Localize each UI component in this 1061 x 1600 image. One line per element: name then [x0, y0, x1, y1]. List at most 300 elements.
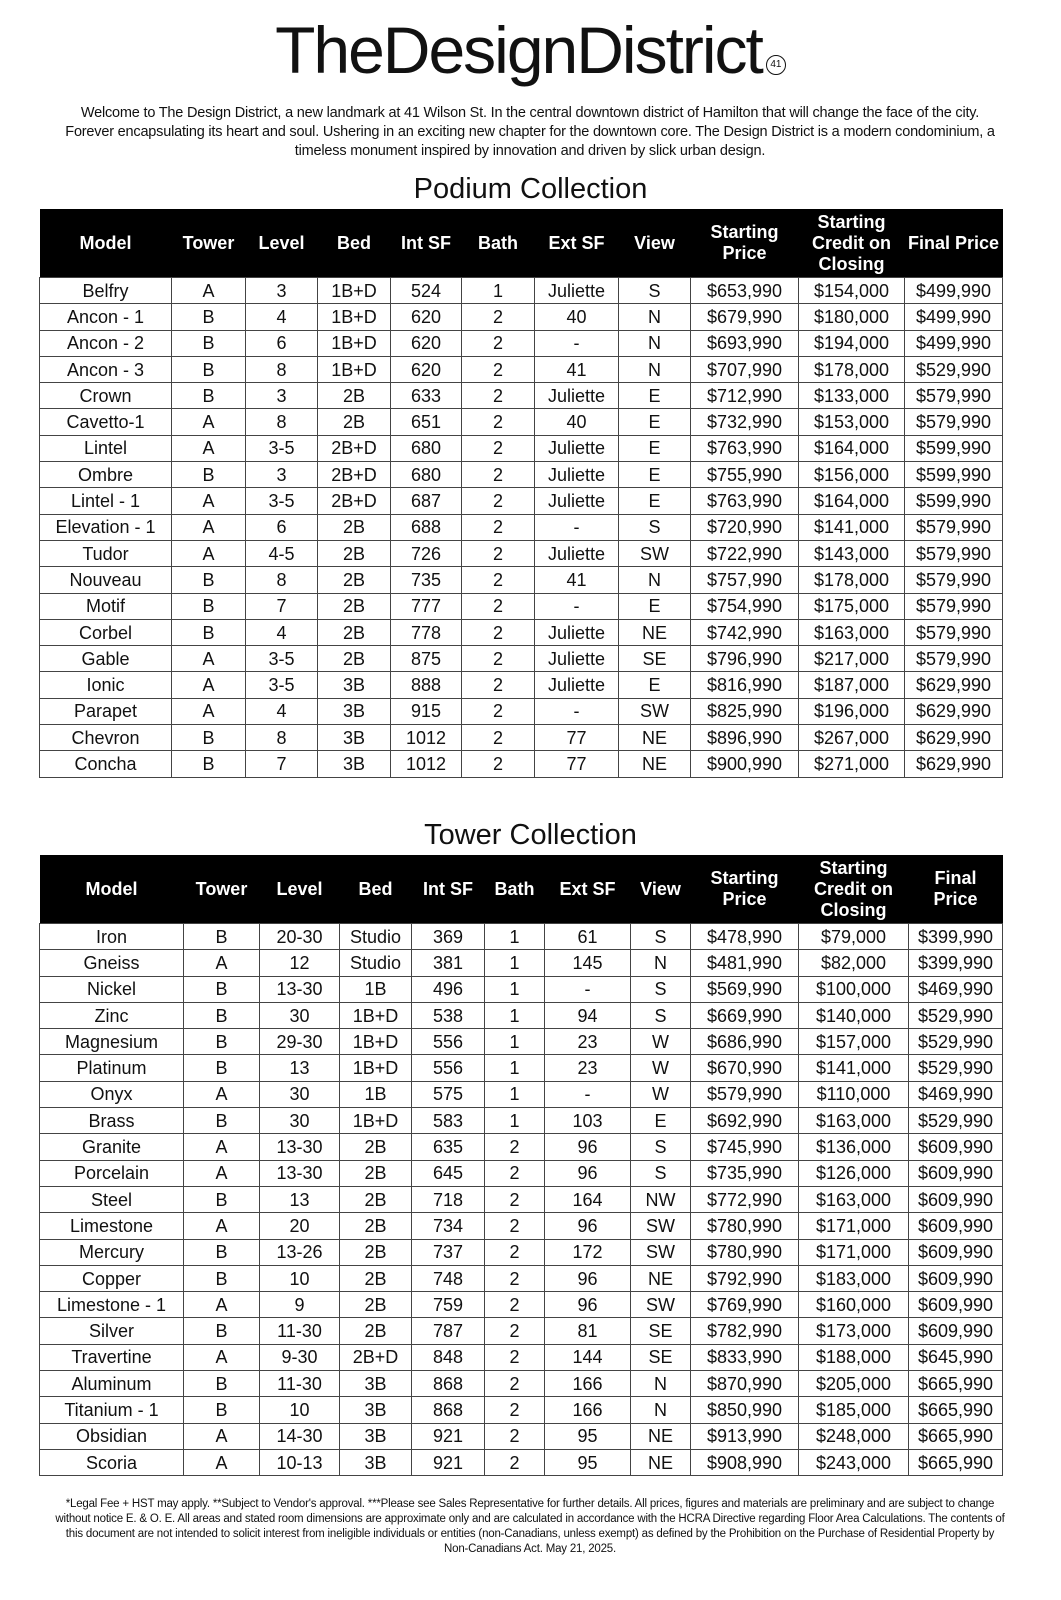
- table-cell: 734: [412, 1213, 485, 1239]
- table-cell: Travertine: [40, 1344, 184, 1370]
- table-cell: 7: [246, 751, 318, 777]
- table-cell: $692,990: [691, 1108, 799, 1134]
- table-cell: $579,990: [905, 619, 1003, 645]
- table-cell: Corbel: [40, 619, 172, 645]
- table-cell: $529,990: [909, 1108, 1003, 1134]
- table-cell: Onyx: [40, 1081, 184, 1107]
- table-cell: 6: [246, 514, 318, 540]
- table-cell: 2: [462, 619, 535, 645]
- table-cell: B: [184, 1371, 260, 1397]
- table-cell: B: [172, 567, 246, 593]
- table-cell: 778: [391, 619, 462, 645]
- table-cell: 2B: [318, 383, 391, 409]
- table-cell: 96: [545, 1292, 631, 1318]
- table-cell: Juliette: [535, 278, 619, 304]
- table-cell: E: [619, 435, 691, 461]
- table-cell: 1B+D: [340, 1029, 412, 1055]
- table-cell: Cavetto-1: [40, 409, 172, 435]
- table-cell: 2: [485, 1397, 545, 1423]
- table-cell: -: [535, 698, 619, 724]
- table-cell: S: [631, 924, 691, 950]
- table-cell: $178,000: [799, 356, 905, 382]
- table-cell: $173,000: [799, 1318, 909, 1344]
- table-cell: 2: [485, 1186, 545, 1212]
- table-cell: 2: [462, 488, 535, 514]
- table-cell: Chevron: [40, 725, 172, 751]
- table-cell: 3-5: [246, 672, 318, 698]
- table-cell: NE: [619, 725, 691, 751]
- table-cell: Ancon - 2: [40, 330, 172, 356]
- tower-collection-title: Tower Collection: [424, 819, 637, 851]
- table-cell: 13: [260, 1186, 340, 1212]
- table-cell: 735: [391, 567, 462, 593]
- table-cell: $136,000: [799, 1134, 909, 1160]
- table-cell: 2B+D: [318, 435, 391, 461]
- table-cell: 524: [391, 278, 462, 304]
- table-cell: Lintel - 1: [40, 488, 172, 514]
- table-cell: $194,000: [799, 330, 905, 356]
- table-cell: $163,000: [799, 1108, 909, 1134]
- table-cell: Elevation - 1: [40, 514, 172, 540]
- table-cell: 8: [246, 567, 318, 593]
- table-cell: $100,000: [799, 976, 909, 1002]
- table-cell: B: [184, 1318, 260, 1344]
- table-cell: 3B: [318, 725, 391, 751]
- table-cell: 11-30: [260, 1318, 340, 1344]
- table-cell: $665,990: [909, 1371, 1003, 1397]
- table-cell: 556: [412, 1055, 485, 1081]
- table-row: [40, 409, 1003, 435]
- column-header: Starting Price: [691, 209, 799, 278]
- table-cell: 2: [462, 462, 535, 488]
- table-row: [40, 1134, 1003, 1160]
- table-cell: Ancon - 1: [40, 304, 172, 330]
- table-cell: $196,000: [799, 698, 905, 724]
- table-cell: Juliette: [535, 462, 619, 488]
- table-row: [40, 924, 1003, 950]
- table-cell: 2B: [340, 1160, 412, 1186]
- table-cell: 2B: [340, 1134, 412, 1160]
- table-row: [40, 725, 1003, 751]
- table-row: [40, 1397, 1003, 1423]
- table-row: [40, 383, 1003, 409]
- table-cell: N: [631, 950, 691, 976]
- table-cell: E: [631, 1108, 691, 1134]
- table-cell: 2: [462, 304, 535, 330]
- table-row: [40, 1186, 1003, 1212]
- table-row: [40, 330, 1003, 356]
- table-cell: 3B: [318, 698, 391, 724]
- table-cell: SW: [631, 1292, 691, 1318]
- table-cell: 2B+D: [318, 462, 391, 488]
- table-cell: $478,990: [691, 924, 799, 950]
- column-header: Tower: [172, 209, 246, 278]
- table-cell: 2: [485, 1160, 545, 1186]
- table-cell: Mercury: [40, 1239, 184, 1265]
- table-cell: $171,000: [799, 1213, 909, 1239]
- table-cell: $133,000: [799, 383, 905, 409]
- table-cell: 13: [260, 1055, 340, 1081]
- table-cell: 726: [391, 540, 462, 566]
- table-cell: B: [172, 330, 246, 356]
- table-cell: $499,990: [905, 304, 1003, 330]
- table-cell: $157,000: [799, 1029, 909, 1055]
- column-header: Bath: [485, 855, 545, 924]
- table-cell: B: [172, 725, 246, 751]
- table-cell: 13-30: [260, 1134, 340, 1160]
- table-cell: $645,990: [909, 1344, 1003, 1370]
- table-cell: $707,990: [691, 356, 799, 382]
- table-cell: 13-30: [260, 976, 340, 1002]
- table-cell: 868: [412, 1397, 485, 1423]
- table-cell: 2B: [318, 593, 391, 619]
- column-header: Starting Price: [691, 855, 799, 924]
- table-cell: 23: [545, 1029, 631, 1055]
- table-cell: 144: [545, 1344, 631, 1370]
- table-cell: 14-30: [260, 1423, 340, 1449]
- table-cell: $745,990: [691, 1134, 799, 1160]
- table-cell: $913,990: [691, 1423, 799, 1449]
- table-cell: 680: [391, 435, 462, 461]
- table-cell: NW: [631, 1186, 691, 1212]
- table-cell: SW: [631, 1239, 691, 1265]
- table-row: [40, 1371, 1003, 1397]
- table-cell: SW: [619, 540, 691, 566]
- table-cell: $609,990: [909, 1292, 1003, 1318]
- table-cell: 1012: [391, 725, 462, 751]
- table-cell: 41: [535, 567, 619, 593]
- table-row: [40, 672, 1003, 698]
- table-cell: Limestone - 1: [40, 1292, 184, 1318]
- table-cell: 888: [391, 672, 462, 698]
- table-cell: Studio: [340, 950, 412, 976]
- table-row: [40, 278, 1003, 304]
- table-cell: A: [172, 698, 246, 724]
- column-header: Bed: [318, 209, 391, 278]
- table-cell: 620: [391, 330, 462, 356]
- table-cell: $686,990: [691, 1029, 799, 1055]
- table-cell: A: [172, 409, 246, 435]
- table-cell: A: [184, 950, 260, 976]
- table-cell: S: [631, 976, 691, 1002]
- table-cell: 1: [485, 1002, 545, 1028]
- table-cell: Parapet: [40, 698, 172, 724]
- table-cell: $579,990: [905, 593, 1003, 619]
- table-cell: 40: [535, 304, 619, 330]
- table-cell: Juliette: [535, 619, 619, 645]
- table-cell: $609,990: [909, 1186, 1003, 1212]
- table-cell: Juliette: [535, 488, 619, 514]
- table-cell: Studio: [340, 924, 412, 950]
- table-row: [40, 619, 1003, 645]
- table-cell: N: [619, 567, 691, 593]
- table-cell: $782,990: [691, 1318, 799, 1344]
- table-cell: A: [172, 488, 246, 514]
- table-cell: $669,990: [691, 1002, 799, 1028]
- table-cell: Juliette: [535, 646, 619, 672]
- table-cell: Lintel: [40, 435, 172, 461]
- table-cell: Aluminum: [40, 1371, 184, 1397]
- table-cell: 1: [485, 924, 545, 950]
- table-cell: $754,990: [691, 593, 799, 619]
- table-cell: Steel: [40, 1186, 184, 1212]
- table-row: [40, 1160, 1003, 1186]
- table-cell: $769,990: [691, 1292, 799, 1318]
- table-row: [40, 751, 1003, 777]
- table-cell: A: [184, 1134, 260, 1160]
- table-cell: 29-30: [260, 1029, 340, 1055]
- table-cell: $609,990: [909, 1239, 1003, 1265]
- table-cell: 2: [462, 435, 535, 461]
- table-cell: 81: [545, 1318, 631, 1344]
- table-cell: $180,000: [799, 304, 905, 330]
- table-cell: $156,000: [799, 462, 905, 488]
- table-row: [40, 1055, 1003, 1081]
- table-cell: Gneiss: [40, 950, 184, 976]
- table-cell: 1B+D: [318, 304, 391, 330]
- table-cell: 680: [391, 462, 462, 488]
- table-cell: 635: [412, 1134, 485, 1160]
- table-cell: -: [545, 1081, 631, 1107]
- table-cell: S: [619, 278, 691, 304]
- table-cell: 2B: [340, 1292, 412, 1318]
- table-cell: 9-30: [260, 1344, 340, 1370]
- table-cell: 103: [545, 1108, 631, 1134]
- table-cell: $243,000: [799, 1449, 909, 1475]
- table-row: [40, 488, 1003, 514]
- table-cell: N: [631, 1397, 691, 1423]
- table-cell: 2: [462, 698, 535, 724]
- table-cell: 2: [462, 330, 535, 356]
- table-cell: Silver: [40, 1318, 184, 1344]
- table-cell: 10: [260, 1397, 340, 1423]
- table-cell: Granite: [40, 1134, 184, 1160]
- table-cell: $481,990: [691, 950, 799, 976]
- table-row: [40, 976, 1003, 1002]
- table-cell: 1: [485, 1081, 545, 1107]
- table-cell: SW: [631, 1213, 691, 1239]
- table-cell: Copper: [40, 1265, 184, 1291]
- podium-collection-title: Podium Collection: [413, 173, 648, 205]
- table-cell: 2B: [340, 1265, 412, 1291]
- table-cell: $629,990: [905, 725, 1003, 751]
- table-cell: A: [184, 1344, 260, 1370]
- table-cell: 8: [246, 725, 318, 751]
- table-cell: 921: [412, 1423, 485, 1449]
- table-cell: 96: [545, 1134, 631, 1160]
- table-cell: B: [172, 356, 246, 382]
- table-cell: $267,000: [799, 725, 905, 751]
- table-cell: 2: [462, 383, 535, 409]
- table-cell: 4-5: [246, 540, 318, 566]
- table-cell: 8: [246, 409, 318, 435]
- table-cell: $693,990: [691, 330, 799, 356]
- table-cell: $163,000: [799, 619, 905, 645]
- table-cell: -: [535, 514, 619, 540]
- table-cell: Juliette: [535, 435, 619, 461]
- table-cell: 166: [545, 1371, 631, 1397]
- table-cell: $188,000: [799, 1344, 909, 1370]
- table-cell: 575: [412, 1081, 485, 1107]
- column-header: View: [631, 855, 691, 924]
- table-row: [40, 1108, 1003, 1134]
- table-cell: 4: [246, 304, 318, 330]
- table-cell: 20: [260, 1213, 340, 1239]
- table-cell: 620: [391, 356, 462, 382]
- column-header: Bath: [462, 209, 535, 278]
- table-cell: B: [172, 593, 246, 619]
- table-cell: $529,990: [909, 1055, 1003, 1081]
- table-cell: 651: [391, 409, 462, 435]
- table-row: [40, 1318, 1003, 1344]
- table-cell: $499,990: [905, 330, 1003, 356]
- table-cell: 737: [412, 1239, 485, 1265]
- table-row: [40, 593, 1003, 619]
- table-header-row: [40, 209, 1003, 278]
- table-cell: 2: [485, 1449, 545, 1475]
- table-cell: 2B: [318, 514, 391, 540]
- table-cell: 2: [485, 1344, 545, 1370]
- table-cell: 848: [412, 1344, 485, 1370]
- table-cell: 10: [260, 1265, 340, 1291]
- table-cell: A: [172, 646, 246, 672]
- table-cell: 2B+D: [318, 488, 391, 514]
- table-row: [40, 356, 1003, 382]
- table-cell: 1B+D: [340, 1002, 412, 1028]
- table-cell: S: [631, 1134, 691, 1160]
- table-cell: Ombre: [40, 462, 172, 488]
- table-cell: $599,990: [905, 462, 1003, 488]
- table-row: [40, 514, 1003, 540]
- table-cell: $529,990: [905, 356, 1003, 382]
- table-cell: -: [535, 330, 619, 356]
- table-cell: $178,000: [799, 567, 905, 593]
- table-cell: 10-13: [260, 1449, 340, 1475]
- table-cell: 172: [545, 1239, 631, 1265]
- table-cell: $154,000: [799, 278, 905, 304]
- table-cell: 2B: [318, 540, 391, 566]
- table-cell: 1012: [391, 751, 462, 777]
- table-cell: NE: [619, 619, 691, 645]
- table-cell: W: [631, 1029, 691, 1055]
- table-cell: $609,990: [909, 1134, 1003, 1160]
- table-cell: $82,000: [799, 950, 909, 976]
- table-cell: Crown: [40, 383, 172, 409]
- table-cell: 95: [545, 1449, 631, 1475]
- table-cell: 2B: [340, 1239, 412, 1265]
- table-cell: 3-5: [246, 646, 318, 672]
- table-cell: 2: [462, 409, 535, 435]
- table-cell: 868: [412, 1371, 485, 1397]
- table-cell: $732,990: [691, 409, 799, 435]
- table-cell: 369: [412, 924, 485, 950]
- table-cell: A: [184, 1160, 260, 1186]
- table-cell: Nouveau: [40, 567, 172, 593]
- column-header: Model: [40, 209, 172, 278]
- table-cell: $141,000: [799, 1055, 909, 1081]
- logo-text: TheDesignDistrict: [275, 13, 762, 87]
- table-cell: 8: [246, 356, 318, 382]
- table-cell: 921: [412, 1449, 485, 1475]
- table-cell: $529,990: [909, 1029, 1003, 1055]
- table-cell: $908,990: [691, 1449, 799, 1475]
- table-cell: W: [631, 1055, 691, 1081]
- table-cell: 3: [246, 383, 318, 409]
- table-cell: A: [184, 1423, 260, 1449]
- table-cell: 538: [412, 1002, 485, 1028]
- table-cell: 4: [246, 619, 318, 645]
- table-cell: Ionic: [40, 672, 172, 698]
- table-cell: 1B+D: [318, 356, 391, 382]
- table-cell: 2: [485, 1292, 545, 1318]
- table-cell: 496: [412, 976, 485, 1002]
- table-cell: $110,000: [799, 1081, 909, 1107]
- column-header: Int SF: [391, 209, 462, 278]
- table-cell: 3: [246, 278, 318, 304]
- table-row: [40, 1081, 1003, 1107]
- table-cell: 12: [260, 950, 340, 976]
- table-cell: $143,000: [799, 540, 905, 566]
- table-row: [40, 1265, 1003, 1291]
- table-cell: $757,990: [691, 567, 799, 593]
- table-cell: 1: [485, 1108, 545, 1134]
- table-cell: 1: [485, 950, 545, 976]
- table-cell: 2B: [318, 409, 391, 435]
- table-row: [40, 1344, 1003, 1370]
- table-cell: 23: [545, 1055, 631, 1081]
- table-cell: $579,990: [905, 514, 1003, 540]
- table-cell: W: [631, 1081, 691, 1107]
- table-cell: 2: [462, 514, 535, 540]
- table-cell: -: [545, 976, 631, 1002]
- table-cell: Tudor: [40, 540, 172, 566]
- table-cell: $499,990: [905, 278, 1003, 304]
- brand-logo: [0, 10, 1061, 90]
- table-cell: $140,000: [799, 1002, 909, 1028]
- table-cell: 11-30: [260, 1371, 340, 1397]
- column-header: Level: [246, 209, 318, 278]
- table-cell: 7: [246, 593, 318, 619]
- table-cell: $160,000: [799, 1292, 909, 1318]
- table-cell: B: [184, 1002, 260, 1028]
- table-cell: NE: [631, 1265, 691, 1291]
- table-cell: SE: [631, 1318, 691, 1344]
- table-cell: 915: [391, 698, 462, 724]
- table-cell: 2: [462, 567, 535, 593]
- table-cell: $183,000: [799, 1265, 909, 1291]
- table-cell: 2: [462, 725, 535, 751]
- table-cell: $670,990: [691, 1055, 799, 1081]
- table-cell: $469,990: [909, 976, 1003, 1002]
- table-row: [40, 462, 1003, 488]
- table-cell: 6: [246, 330, 318, 356]
- table-cell: B: [172, 383, 246, 409]
- table-cell: 2B: [340, 1213, 412, 1239]
- table-cell: 2: [462, 646, 535, 672]
- table-cell: $780,990: [691, 1239, 799, 1265]
- table-cell: 759: [412, 1292, 485, 1318]
- table-cell: $735,990: [691, 1160, 799, 1186]
- table-cell: Gable: [40, 646, 172, 672]
- table-cell: NE: [631, 1449, 691, 1475]
- table-cell: $164,000: [799, 488, 905, 514]
- table-cell: Scoria: [40, 1449, 184, 1475]
- table-cell: $720,990: [691, 514, 799, 540]
- table-cell: $796,990: [691, 646, 799, 672]
- table-cell: 9: [260, 1292, 340, 1318]
- table-cell: $629,990: [905, 751, 1003, 777]
- table-cell: 2: [462, 593, 535, 619]
